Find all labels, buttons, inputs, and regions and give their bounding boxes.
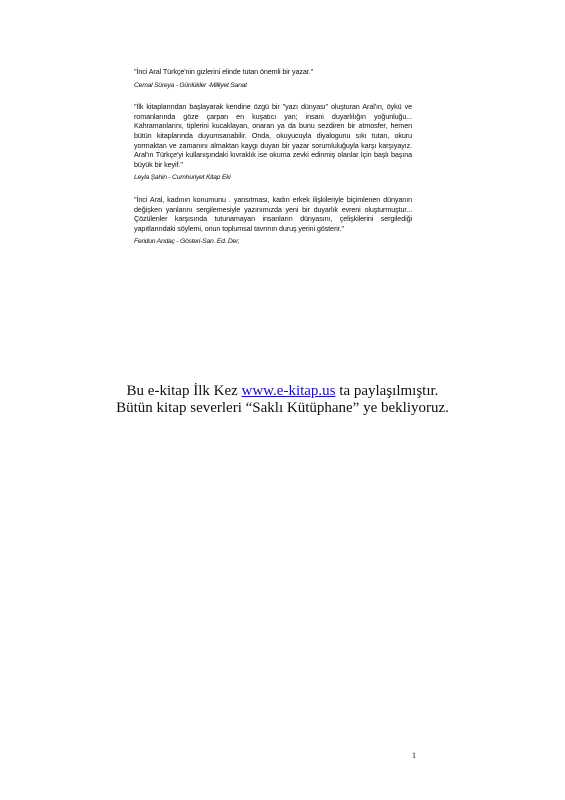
page-number: 1 <box>412 751 416 760</box>
ebook-site-link[interactable]: www.e-kitap.us <box>241 383 336 399</box>
quote-author: Feridun Andaç - Gösteri-San. Ed. Der, <box>134 238 240 246</box>
notice-text-before: Bu e-kitap İlk Kez <box>126 383 242 399</box>
quote-author: Leyla Şahin - Cumhuriyet Kitap Eki <box>134 174 231 182</box>
ebook-notice <box>112 383 453 416</box>
review-quotes <box>134 67 412 259</box>
quote-text: "İlk kitaplarından başlayarak kendine özgü bir "yazı dünyası" oluşturan Aral'ın, öykü ve romanlarında göze çarpan en kuşatıcı yan; insani duyarlılığın yoğunluğu... Kahramanlarını, tiplerini kucaklayan, onaran ya da bunu sezdiren bir atmosfer, hemen bütün kitaplarında duyumsanabilir. Onda, okuyucuyla diyalogunu sıkı tutan, okuru yormaktan ve zamanını almaktan kaygı duyan bir yazar sorumluluğuyla karşı karşıyayız. Aral'ın Türkçe'yi kullanışındaki kıvraklık ise okuma zevki edinmiş olanlar İçin başlı başına büyük bir keyif." <box>134 102 412 169</box>
quote-text: "İnci Aral Türkçe'nin gizlerini elinde tutan önemli bir yazar." <box>134 67 314 76</box>
notice-text-after: ta paylaşılmıştır. Bütün kitap severleri “Saklı Kütüphane” ye bekliyoruz. <box>116 383 449 416</box>
quote-text: "İnci Aral, kadının konumunu . yansıtması, kadın erkek ilişkileriyle biçimlenen dünyanın değişken yanlarını sergilemesiyle yazınımızda yeni bir duyarlık evreni oluşturmuştur... Çözülenler karşısında tutunamayan insanların dünyasını, çelişkilerini sergilediği yapıtlarındaki söylemi, onun toplumsal tavrının duruş yerini gösterir." <box>134 194 412 233</box>
quote-author: Cemal Süreya - Günlükler -Milliyet Sanat <box>134 81 247 89</box>
